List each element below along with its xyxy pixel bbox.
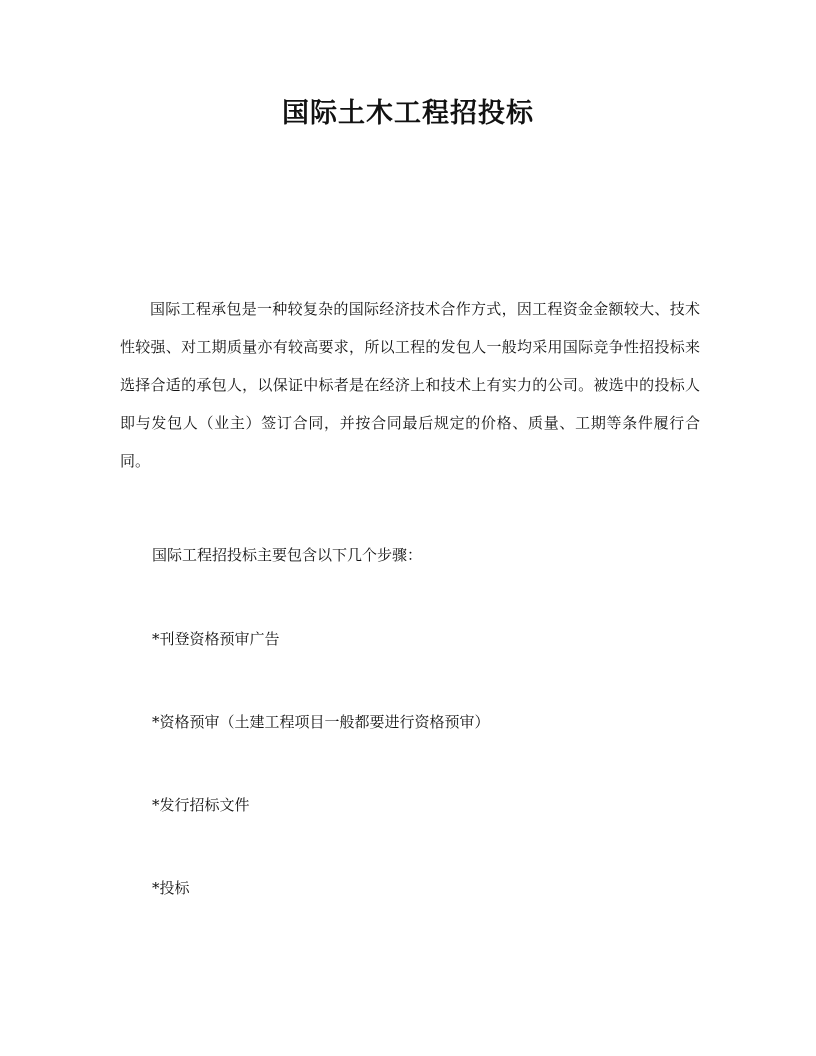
step-item: *资格预审（土建工程项目一般都要进行资格预审） [152, 713, 490, 731]
step-item: *发行招标文件 [152, 796, 250, 814]
intro-paragraph: 国际工程承包是一种较复杂的国际经济技术合作方式，因工程资金金额较大、技术性较强、对工期质量亦有较高要求，所以工程的发包人一般均采用国际竞争性招投标来选择合适的承包人，以保证中标者是在经济上和技术上有实力的公司。被选中的投标人即与发包人（业主）签订合同，并按合同最后规定的价格、质量、工期等条件履行合同。 [120, 300, 700, 470]
steps-heading: 国际工程招投标主要包含以下几个步骤： [152, 546, 423, 564]
step-item: *刊登资格预审广告 [152, 630, 280, 648]
step-item: *投标 [152, 879, 190, 897]
document-title: 国际土木工程招投标 [282, 98, 534, 129]
